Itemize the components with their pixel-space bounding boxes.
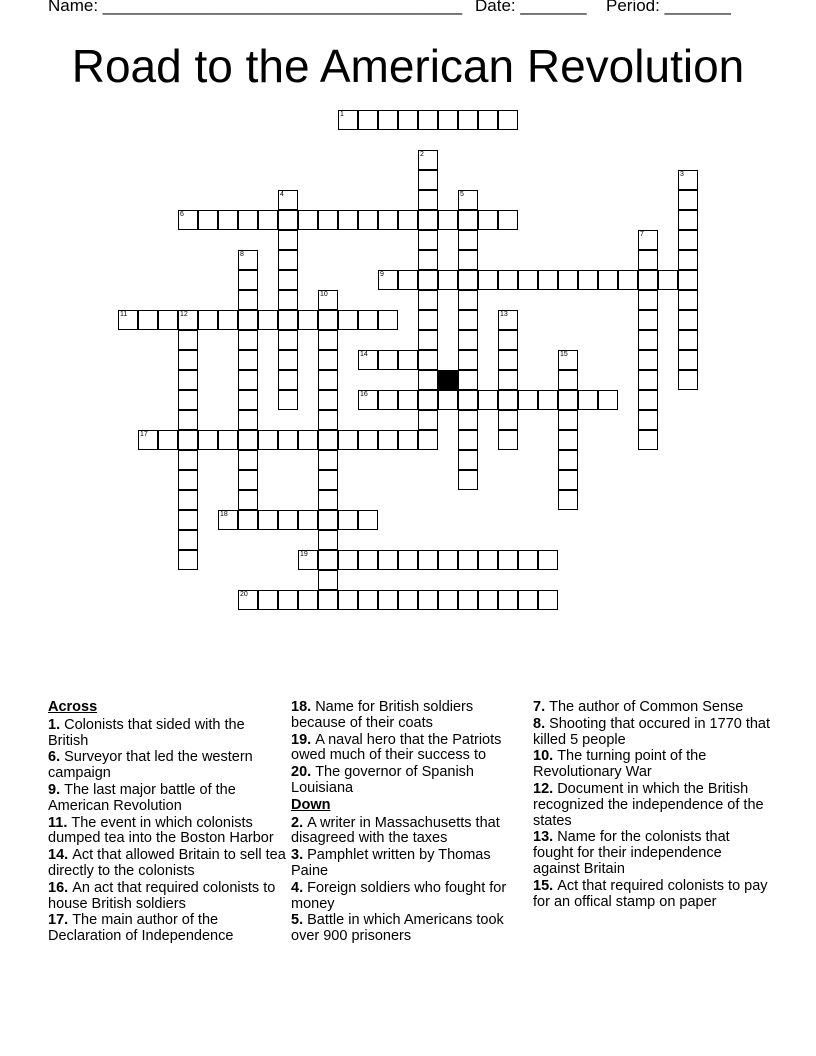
grid-cell[interactable] — [178, 430, 198, 450]
grid-cell[interactable] — [458, 550, 478, 570]
grid-cell[interactable] — [238, 390, 258, 410]
grid-cell[interactable] — [458, 210, 478, 230]
grid-cell[interactable] — [418, 250, 438, 270]
grid-cell[interactable] — [258, 510, 278, 530]
clue-down-2: 2. A writer in Massachusetts that disagreed with the taxes — [291, 814, 500, 847]
black-cell — [438, 370, 458, 390]
clue-down-5: 5. Battle in which Americans took over 900 prisoners — [291, 912, 504, 945]
grid-cell[interactable] — [418, 150, 438, 170]
grid-cell[interactable] — [278, 510, 298, 530]
grid-cell[interactable] — [358, 550, 378, 570]
grid-cell[interactable] — [638, 310, 658, 330]
grid-cell[interactable] — [278, 210, 298, 230]
grid-cell[interactable] — [158, 310, 178, 330]
clue-number: 4 — [280, 191, 284, 198]
grid-cell[interactable] — [418, 110, 438, 130]
grid-cell[interactable] — [678, 350, 698, 370]
grid-cell[interactable] — [558, 410, 578, 430]
grid-cell[interactable] — [378, 110, 398, 130]
grid-cell[interactable] — [338, 550, 358, 570]
grid-cell[interactable] — [338, 430, 358, 450]
grid-cell[interactable] — [318, 470, 338, 490]
grid-cell[interactable] — [578, 390, 598, 410]
grid-cell[interactable] — [498, 590, 518, 610]
grid-cell[interactable] — [238, 490, 258, 510]
grid-cell[interactable] — [278, 350, 298, 370]
clue-number: 17 — [140, 431, 148, 438]
period-field[interactable]: Period: _______ — [606, 0, 731, 15]
grid-cell[interactable] — [398, 210, 418, 230]
grid-cell[interactable] — [498, 370, 518, 390]
grid-cell[interactable] — [158, 430, 178, 450]
clue-across-16: 16. An act that required colonists to house British soldiers — [48, 879, 276, 912]
grid-cell[interactable] — [418, 550, 438, 570]
grid-cell[interactable] — [238, 270, 258, 290]
grid-cell[interactable] — [498, 330, 518, 350]
grid-cell[interactable] — [318, 510, 338, 530]
grid-cell[interactable] — [238, 290, 258, 310]
grid-cell[interactable] — [638, 350, 658, 370]
grid-cell[interactable] — [498, 550, 518, 570]
grid-cell[interactable] — [458, 270, 478, 290]
grid-cell[interactable] — [318, 390, 338, 410]
grid-cell[interactable] — [418, 310, 438, 330]
grid-cell[interactable] — [538, 390, 558, 410]
grid-cell[interactable] — [238, 210, 258, 230]
grid-cell[interactable] — [178, 330, 198, 350]
grid-cell[interactable] — [498, 430, 518, 450]
grid-cell[interactable] — [418, 430, 438, 450]
grid-cell[interactable] — [318, 490, 338, 510]
clue-number: 20 — [240, 591, 248, 598]
grid-cell[interactable] — [458, 470, 478, 490]
grid-cell[interactable] — [218, 430, 238, 450]
clue-number: 5 — [460, 191, 464, 198]
grid-cell[interactable] — [458, 450, 478, 470]
grid-cell[interactable] — [658, 270, 678, 290]
grid-cell[interactable] — [458, 410, 478, 430]
grid-cell[interactable] — [178, 510, 198, 530]
grid-cell[interactable] — [478, 110, 498, 130]
clue-across-18: 18. Name for British soldiers because of their coats — [291, 699, 474, 731]
clue-number: 11 — [120, 311, 128, 318]
clue-down-10: 10. The turning point of the Revolutionary War — [533, 748, 707, 781]
grid-cell[interactable] — [478, 590, 498, 610]
grid-cell[interactable] — [638, 270, 658, 290]
clue-down-4: 4. Foreign soldiers who fought for money — [291, 879, 507, 912]
grid-cell[interactable] — [218, 210, 238, 230]
grid-cell[interactable] — [358, 510, 378, 530]
name-field[interactable]: Name: ______________________________________ — [48, 0, 463, 15]
grid-cell[interactable] — [458, 370, 478, 390]
grid-cell[interactable] — [358, 110, 378, 130]
clue-across-9: 9. The last major battle of the American Revolution — [48, 781, 236, 814]
grid-cell[interactable] — [538, 270, 558, 290]
clues-column-3 — [533, 700, 771, 911]
grid-cell[interactable] — [318, 310, 338, 330]
grid-cell[interactable] — [498, 410, 518, 430]
grid-cell[interactable] — [598, 270, 618, 290]
grid-cell[interactable] — [518, 590, 538, 610]
grid-cell[interactable] — [438, 550, 458, 570]
grid-cell[interactable] — [318, 350, 338, 370]
grid-cell[interactable] — [438, 110, 458, 130]
grid-cell[interactable] — [258, 430, 278, 450]
grid-cell[interactable] — [678, 190, 698, 210]
grid-cell[interactable] — [358, 350, 378, 370]
grid-cell[interactable] — [278, 590, 298, 610]
grid-cell[interactable] — [618, 270, 638, 290]
grid-cell[interactable] — [318, 530, 338, 550]
grid-cell[interactable] — [358, 210, 378, 230]
grid-cell[interactable] — [458, 430, 478, 450]
grid-cell[interactable] — [678, 310, 698, 330]
grid-cell[interactable] — [238, 410, 258, 430]
grid-cell[interactable] — [498, 350, 518, 370]
grid-cell[interactable] — [418, 330, 438, 350]
clues-column-2 — [291, 700, 529, 946]
grid-cell[interactable] — [198, 430, 218, 450]
clue-down-15: 15. Act that required colonists to pay for an offical stamp on paper — [533, 877, 768, 910]
grid-cell[interactable] — [378, 310, 398, 330]
clue-down-13: 13. Name for the colonists that fought for their independence against Britain — [533, 829, 730, 877]
grid-cell[interactable] — [378, 550, 398, 570]
clue-number: 7 — [640, 231, 644, 238]
grid-cell[interactable] — [458, 350, 478, 370]
grid-cell[interactable] — [298, 310, 318, 330]
grid-cell[interactable] — [398, 350, 418, 370]
grid-cell[interactable] — [418, 270, 438, 290]
grid-cell[interactable] — [638, 330, 658, 350]
grid-cell[interactable] — [678, 370, 698, 390]
clue-number: 9 — [380, 271, 384, 278]
grid-cell[interactable] — [418, 290, 438, 310]
grid-cell[interactable] — [498, 310, 518, 330]
clue-down-12: 12. Document in which the British recognized the independence of the states — [533, 780, 764, 829]
grid-cell[interactable] — [398, 430, 418, 450]
grid-cell[interactable] — [178, 350, 198, 370]
clue-across-11: 11. The event in which colonists dumped tea into the Boston Harbor — [48, 814, 274, 847]
clue-down-8: 8. Shooting that occured in 1770 that killed 5 people — [533, 715, 771, 748]
grid-cell[interactable] — [238, 250, 258, 270]
grid-cell[interactable] — [638, 430, 658, 450]
grid-cell[interactable] — [138, 430, 158, 450]
grid-cell[interactable] — [478, 270, 498, 290]
grid-cell[interactable] — [458, 310, 478, 330]
grid-cell[interactable] — [418, 230, 438, 250]
grid-cell[interactable] — [638, 290, 658, 310]
grid-cell[interactable] — [318, 210, 338, 230]
grid-cell[interactable] — [438, 270, 458, 290]
grid-cell[interactable] — [118, 310, 138, 330]
grid-cell[interactable] — [238, 350, 258, 370]
grid-cell[interactable] — [458, 110, 478, 130]
grid-cell[interactable] — [458, 250, 478, 270]
grid-cell[interactable] — [478, 550, 498, 570]
grid-cell[interactable] — [238, 310, 258, 330]
grid-cell[interactable] — [238, 430, 258, 450]
grid-cell[interactable] — [538, 550, 558, 570]
grid-cell[interactable] — [558, 270, 578, 290]
grid-cell[interactable] — [238, 470, 258, 490]
grid-cell[interactable] — [438, 210, 458, 230]
grid-cell[interactable] — [178, 450, 198, 470]
grid-cell[interactable] — [558, 490, 578, 510]
grid-cell[interactable] — [278, 230, 298, 250]
grid-cell[interactable] — [418, 190, 438, 210]
clue-number: 15 — [560, 351, 568, 358]
clue-number: 16 — [360, 391, 368, 398]
grid-cell[interactable] — [178, 550, 198, 570]
grid-cell[interactable] — [458, 390, 478, 410]
grid-cell[interactable] — [218, 310, 238, 330]
grid-cell[interactable] — [278, 370, 298, 390]
grid-cell[interactable] — [358, 390, 378, 410]
grid-cell[interactable] — [678, 250, 698, 270]
grid-cell[interactable] — [638, 230, 658, 250]
clue-number: 1 — [340, 111, 344, 118]
clue-across-6: 6. Surveyor that led the western campaign — [48, 749, 253, 782]
grid-cell[interactable] — [418, 350, 438, 370]
clue-across-17: 17. The main author of the Declaration of Independence — [48, 912, 234, 945]
grid-cell[interactable] — [338, 210, 358, 230]
grid-cell[interactable] — [438, 590, 458, 610]
grid-cell[interactable] — [418, 370, 438, 390]
grid-cell[interactable] — [338, 510, 358, 530]
clue-number: 12 — [180, 311, 188, 318]
clue-number: 13 — [500, 311, 508, 318]
grid-cell[interactable] — [418, 170, 438, 190]
grid-cell[interactable] — [258, 310, 278, 330]
grid-cell[interactable] — [318, 450, 338, 470]
grid-cell[interactable] — [278, 190, 298, 210]
grid-cell[interactable] — [298, 210, 318, 230]
clue-across-19: 19. A naval hero that the Patriots owed much of their success to — [291, 731, 502, 764]
clue-number: 18 — [220, 511, 228, 518]
grid-cell[interactable] — [638, 250, 658, 270]
grid-cell[interactable] — [418, 210, 438, 230]
grid-cell[interactable] — [378, 390, 398, 410]
grid-cell[interactable] — [378, 430, 398, 450]
grid-cell[interactable] — [518, 390, 538, 410]
grid-cell[interactable] — [318, 550, 338, 570]
grid-cell[interactable] — [438, 390, 458, 410]
grid-cell[interactable] — [318, 590, 338, 610]
grid-cell[interactable] — [538, 590, 558, 610]
grid-cell[interactable] — [298, 590, 318, 610]
grid-cell[interactable] — [178, 470, 198, 490]
grid-cell[interactable] — [198, 210, 218, 230]
grid-cell[interactable] — [278, 430, 298, 450]
grid-cell[interactable] — [678, 270, 698, 290]
grid-cell[interactable] — [378, 590, 398, 610]
grid-cell[interactable] — [318, 330, 338, 350]
grid-cell[interactable] — [638, 370, 658, 390]
grid-cell[interactable] — [678, 230, 698, 250]
grid-cell[interactable] — [678, 170, 698, 190]
grid-cell[interactable] — [178, 370, 198, 390]
grid-cell[interactable] — [278, 250, 298, 270]
grid-cell[interactable] — [498, 110, 518, 130]
clue-number: 8 — [240, 251, 244, 258]
grid-cell[interactable] — [318, 370, 338, 390]
clue-across-14: 14. Act that allowed Britain to sell tea directly to the colonists — [48, 847, 286, 879]
grid-cell[interactable] — [498, 390, 518, 410]
grid-cell[interactable] — [398, 590, 418, 610]
grid-cell[interactable] — [598, 390, 618, 410]
grid-cell[interactable] — [238, 590, 258, 610]
grid-cell[interactable] — [298, 510, 318, 530]
clue-down-3: 3. Pamphlet written by Thomas Paine — [291, 847, 491, 879]
grid-cell[interactable] — [178, 410, 198, 430]
grid-cell[interactable] — [238, 330, 258, 350]
clue-number: 14 — [360, 351, 368, 358]
date-field[interactable]: Date: _______ — [475, 0, 587, 15]
grid-cell[interactable] — [478, 210, 498, 230]
grid-cell[interactable] — [458, 230, 478, 250]
grid-cell[interactable] — [358, 430, 378, 450]
grid-cell[interactable] — [178, 310, 198, 330]
grid-cell[interactable] — [398, 390, 418, 410]
grid-cell[interactable] — [498, 210, 518, 230]
grid-cell[interactable] — [378, 270, 398, 290]
grid-cell[interactable] — [278, 330, 298, 350]
grid-cell[interactable] — [178, 210, 198, 230]
grid-cell[interactable] — [138, 310, 158, 330]
grid-cell[interactable] — [558, 370, 578, 390]
grid-cell[interactable] — [458, 190, 478, 210]
grid-cell[interactable] — [338, 310, 358, 330]
grid-cell[interactable] — [398, 110, 418, 130]
grid-cell[interactable] — [638, 410, 658, 430]
grid-cell[interactable] — [558, 470, 578, 490]
grid-cell[interactable] — [318, 410, 338, 430]
grid-cell[interactable] — [558, 450, 578, 470]
grid-cell[interactable] — [458, 590, 478, 610]
grid-cell[interactable] — [458, 330, 478, 350]
grid-cell[interactable] — [298, 550, 318, 570]
grid-cell[interactable] — [638, 390, 658, 410]
grid-cell[interactable] — [398, 550, 418, 570]
grid-cell[interactable] — [378, 210, 398, 230]
grid-cell[interactable] — [278, 310, 298, 330]
clue-across-1: 1. Colonists that sided with the British — [48, 716, 245, 749]
grid-cell[interactable] — [458, 290, 478, 310]
clue-down-7: 7. The author of Common Sense — [533, 699, 744, 715]
across-heading: Across — [48, 699, 98, 715]
grid-cell[interactable] — [238, 510, 258, 530]
grid-cell[interactable] — [398, 270, 418, 290]
grid-cell[interactable] — [518, 550, 538, 570]
grid-cell[interactable] — [258, 210, 278, 230]
grid-cell[interactable] — [498, 270, 518, 290]
clues-column-1 — [48, 700, 286, 946]
grid-cell[interactable] — [578, 270, 598, 290]
grid-cell[interactable] — [198, 310, 218, 330]
grid-cell[interactable] — [258, 590, 278, 610]
grid-cell[interactable] — [238, 450, 258, 470]
down-heading: Down — [291, 796, 331, 813]
clue-number: 10 — [320, 291, 328, 298]
grid-cell[interactable] — [318, 290, 338, 310]
grid-cell[interactable] — [178, 490, 198, 510]
grid-cell[interactable] — [678, 210, 698, 230]
grid-cell[interactable] — [418, 590, 438, 610]
clue-number: 6 — [180, 211, 184, 218]
grid-cell[interactable] — [558, 430, 578, 450]
grid-cell[interactable] — [238, 370, 258, 390]
grid-cell[interactable] — [418, 410, 438, 430]
grid-cell[interactable] — [358, 590, 378, 610]
grid-cell[interactable] — [278, 390, 298, 410]
grid-cell[interactable] — [338, 590, 358, 610]
grid-cell[interactable] — [558, 390, 578, 410]
grid-cell[interactable] — [318, 430, 338, 450]
grid-cell[interactable] — [338, 110, 358, 130]
grid-cell[interactable] — [358, 310, 378, 330]
grid-cell[interactable] — [278, 290, 298, 310]
grid-cell[interactable] — [418, 390, 438, 410]
grid-cell[interactable] — [178, 530, 198, 550]
grid-cell[interactable] — [678, 290, 698, 310]
grid-cell[interactable] — [678, 330, 698, 350]
page-title: Road to the American Revolution — [71, 40, 745, 92]
clue-number: 2 — [420, 151, 424, 158]
grid-cell[interactable] — [558, 350, 578, 370]
grid-cell[interactable] — [278, 270, 298, 290]
clue-across-20: 20. The governor of Spanish Louisiana — [291, 764, 474, 796]
grid-cell[interactable] — [178, 390, 198, 410]
grid-cell[interactable] — [298, 430, 318, 450]
grid-cell[interactable] — [518, 270, 538, 290]
clue-number: 19 — [300, 551, 308, 558]
grid-cell[interactable] — [378, 350, 398, 370]
grid-cell[interactable] — [218, 510, 238, 530]
grid-cell[interactable] — [478, 390, 498, 410]
clue-number: 3 — [680, 171, 684, 178]
grid-cell[interactable] — [318, 570, 338, 590]
